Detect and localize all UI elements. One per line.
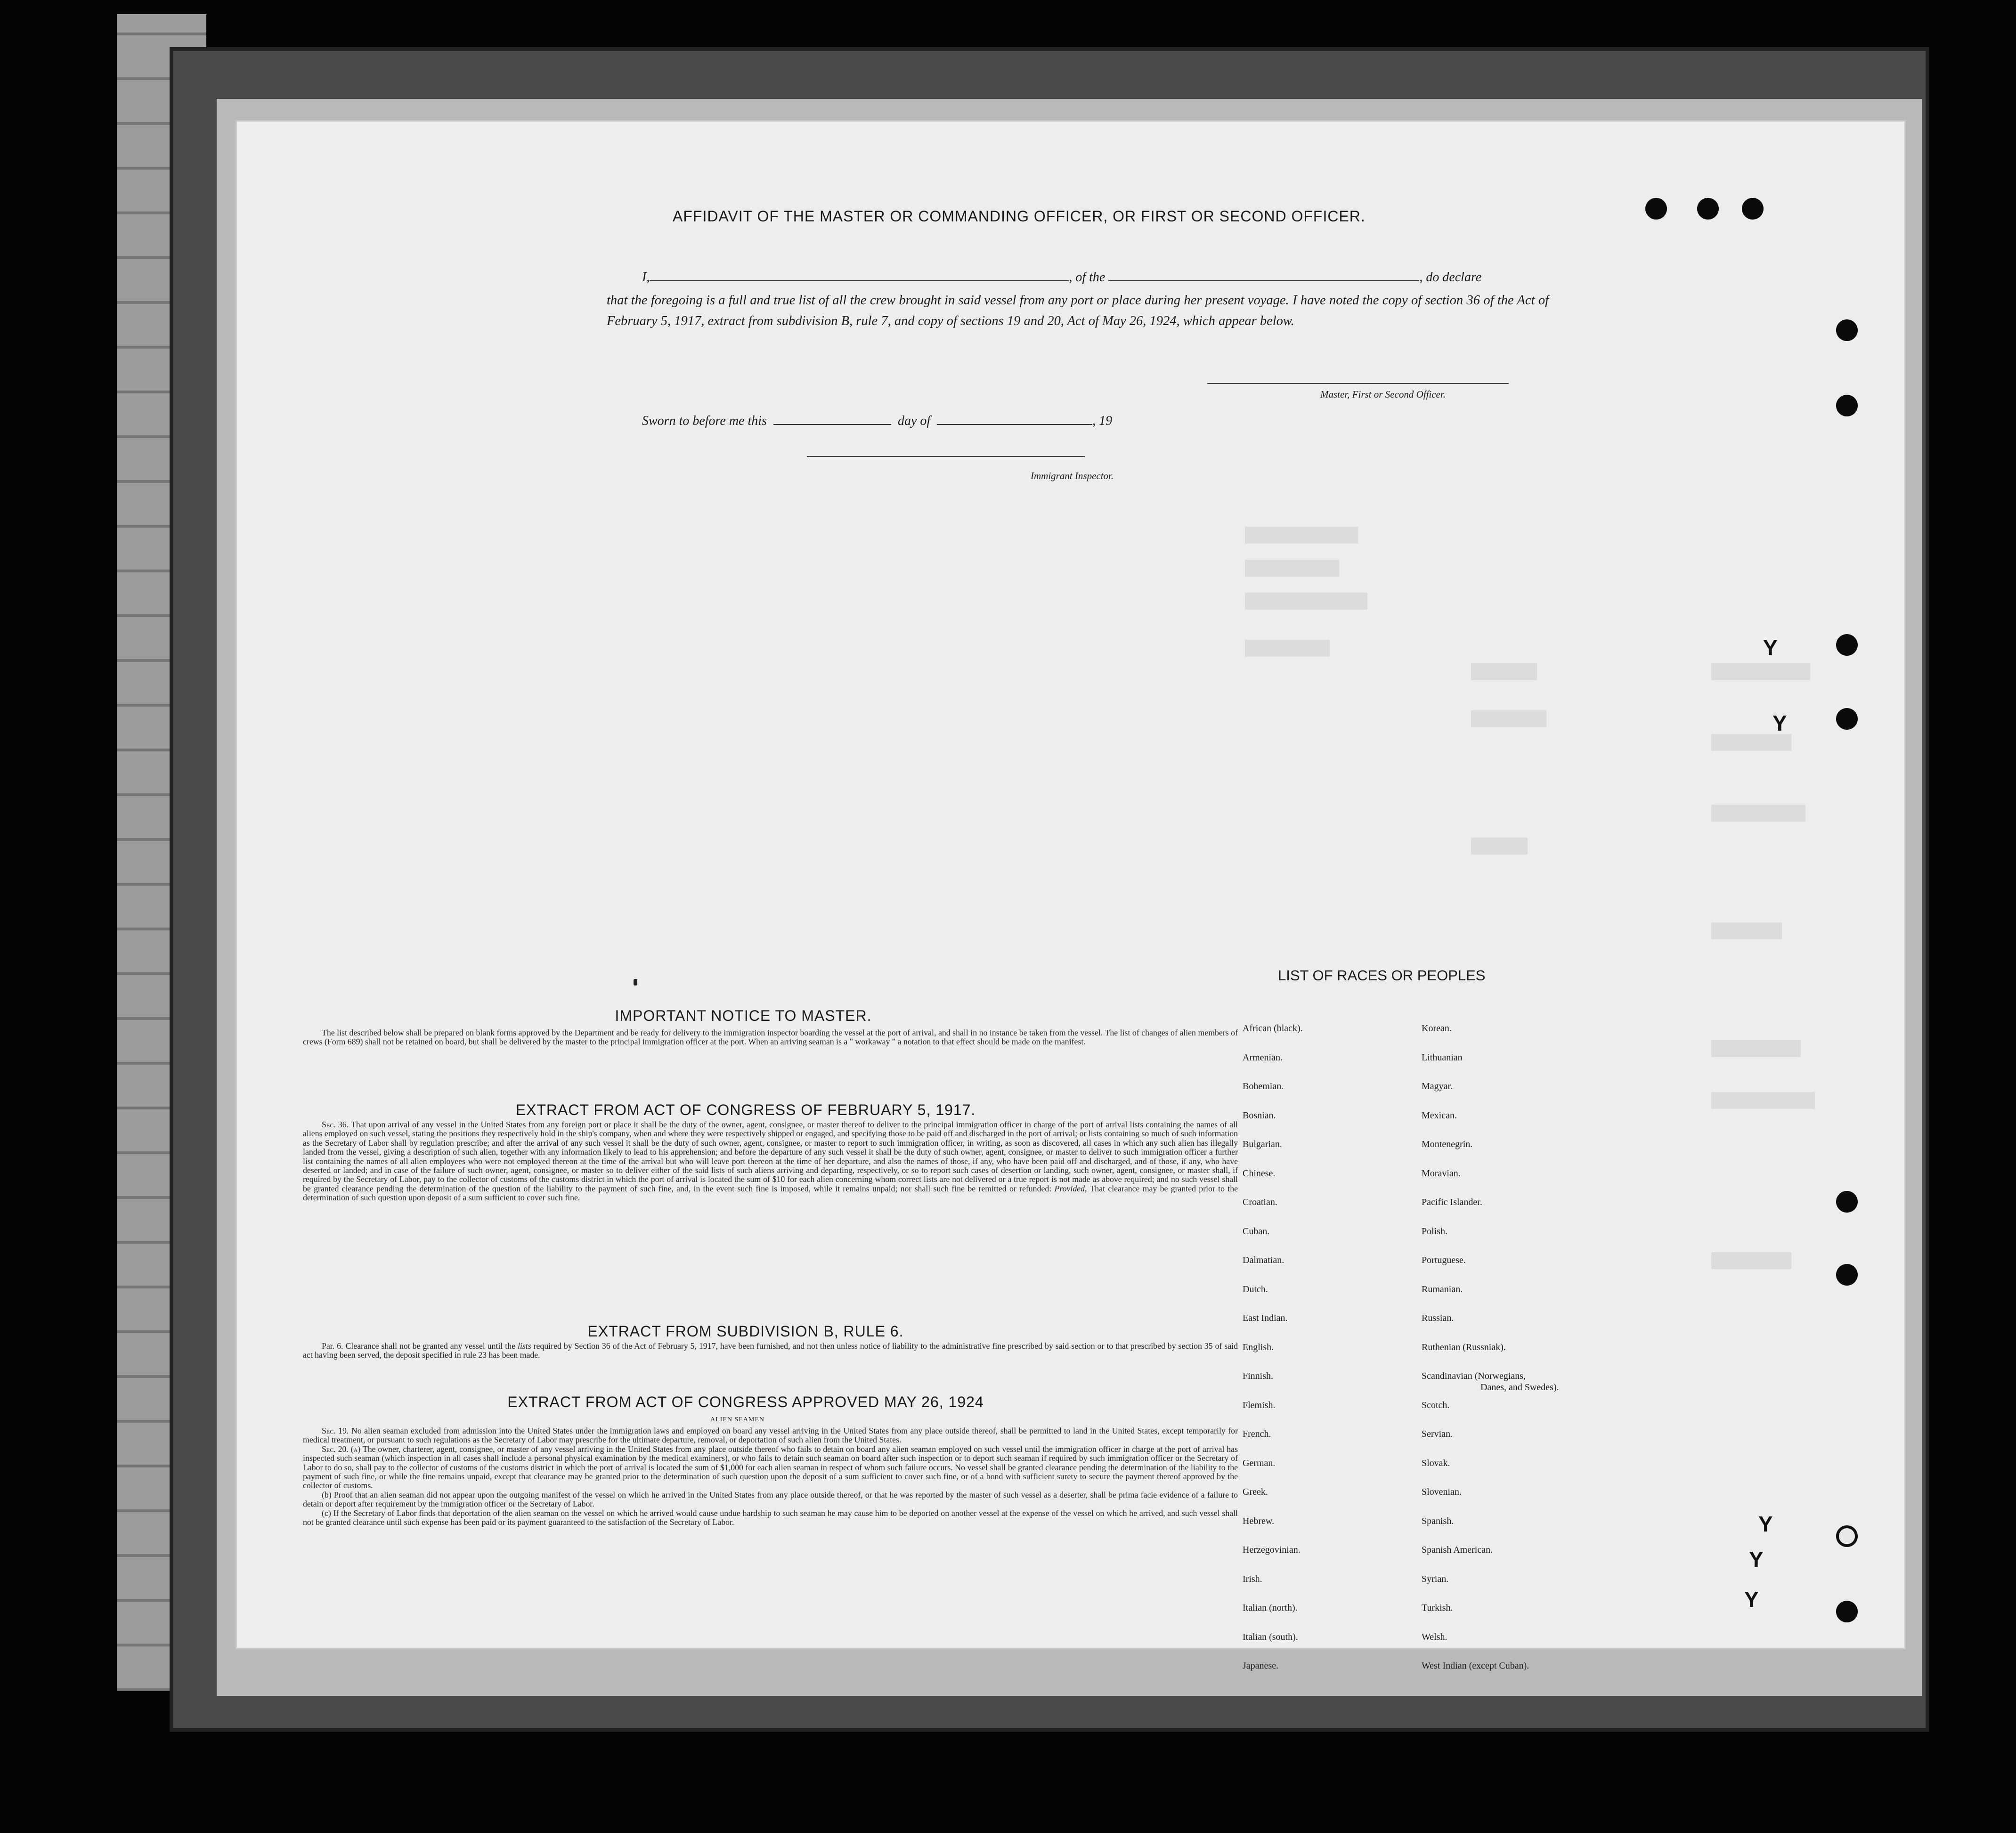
punch-hole (1836, 319, 1858, 341)
extract-1924-title: EXTRACT FROM ACT OF CONGRESS APPROVED MAY 26, 1924 (507, 1393, 984, 1410)
extract-1924-text (303, 1426, 1238, 1527)
race-item: Cuban. (1243, 1226, 1270, 1237)
sworn-month-blank (937, 414, 1092, 425)
race-item: Spanish American. (1422, 1545, 1493, 1555)
race-item: French. (1243, 1429, 1271, 1439)
race-item: Russian. (1422, 1313, 1454, 1323)
inspector-signature-caption: Immigrant Inspector. (1031, 470, 1114, 481)
race-item: Magyar. (1422, 1081, 1453, 1092)
year-prefix: , 19 (1092, 414, 1113, 428)
sworn-day-blank (773, 414, 891, 425)
race-item: Scandinavian (Norwegians, (1422, 1371, 1526, 1381)
race-item: Welsh. (1422, 1631, 1447, 1642)
punch-hole (1836, 1601, 1858, 1622)
race-item: Hebrew. (1243, 1515, 1275, 1526)
bleed-through-mark (1245, 560, 1339, 577)
affidavit-body: that the foregoing is a full and true list of all the crew brought in said vessel from any port or place during her present voyage. I have noted the copy of section 36 of the Act of February 5, 1917, extract from subdivision B, rule 7, and copy of sections 19 and 20, Act of May 26, 1924, which appear below. (607, 293, 1549, 328)
race-item: English. (1243, 1342, 1274, 1352)
margin-mark: Y (1772, 711, 1787, 735)
section-36-label: Sec. 36. (322, 1120, 349, 1129)
punch-hole (1742, 198, 1764, 220)
bleed-through-mark (1471, 838, 1528, 855)
extract-1917-text (303, 1120, 1238, 1203)
vessel-name-blank (1108, 270, 1419, 281)
race-item: Herzegovinian. (1243, 1545, 1301, 1555)
punch-hole (1836, 634, 1858, 656)
provided-label: Provided, (1054, 1183, 1087, 1193)
race-item: West Indian (except Cuban). (1422, 1661, 1529, 1671)
paragraph-6-text-b: required by Section 36 of the Act of February 5, 1917, have been furnished, and not then unless notice of liability to the administrative fine prescribed by said section or to that prescribed by section 35 of said act having been served, the deposit specified in rule 23 has been made. (303, 1341, 1238, 1360)
race-item: Irish. (1243, 1573, 1262, 1584)
paragraph-6-text-a: Clearance shall not be granted any vessel until the (345, 1341, 516, 1351)
bleed-through-mark (1711, 922, 1782, 939)
section-20a-text: The owner, charterer, agent, consignee, or master of any vessel arriving in the United States from any place outside thereof who fails to detain on board any alien seaman employed on such vessel until the immigration officer in charge at the port of arrival has inspected such seaman (which inspection in all cases shall include a personal physical examination by the medical examiners), or who fails to detain such seaman on board after such inspection or to deport such seaman if required by such immigration officer or the Secretary of Labor to do so, shall pay to the collector of customs of the customs district in which the port of arrival is located the sum of $1,000 for each alien seaman in respect of whom such failure occurs. No vessel shall be granted clearance pending the determination of the liability to the payment of such fine, or while the fine remains unpaid, except that clearance may be granted prior to the determination of such question upon the deposit of a sum sufficient to cover such fine, or of a bond with sufficient surety to secure the payment thereof approved by the collector of customs. (303, 1444, 1238, 1491)
race-item: African (black). (1243, 1023, 1303, 1034)
races-title: LIST OF RACES OR PEOPLES (1278, 967, 1486, 984)
section-20b-text: Proof that an alien seaman did not appear upon the outgoing manifest of the vessel on which he arrived in the United States from any place outside thereof, or that he was reported by the master of such vessel as a deserter, shall be prima facie evidence of a failure to detain or deport after requirement by the immigration officer or the Secretary of Labor. (303, 1490, 1238, 1509)
section-19-text: No alien seaman excluded from admission into the United States under the immigration laws and employed on board any vessel arriving in the United States from any place outside thereof, shall be permitted to land in the United States, except temporarily for medical treatment, or pursuant to such regulations as the Secretary of Labor may prescribe for the ultimate departure, removal, or deportation of such alien from the United States. (303, 1426, 1238, 1445)
race-item: Slovak. (1422, 1458, 1450, 1468)
margin-mark: Y (1763, 635, 1778, 660)
race-item: Japanese. (1243, 1661, 1279, 1671)
race-item: Greek. (1243, 1487, 1268, 1497)
paragraph-6-label: Par. 6. (322, 1341, 343, 1351)
declarant-prefix: I, (642, 270, 650, 285)
bleed-through-mark (1471, 663, 1537, 680)
bleed-through-mark (1245, 527, 1358, 544)
race-item: Turkish. (1422, 1603, 1453, 1613)
sworn-line (642, 414, 1112, 429)
affidavit-page (236, 120, 1906, 1671)
race-item: Italian (south). (1243, 1631, 1298, 1642)
section-20c-label: (c) (322, 1508, 331, 1518)
race-item: East Indian. (1243, 1313, 1288, 1323)
bleed-through-mark (1711, 1252, 1791, 1269)
race-item: Italian (north). (1243, 1603, 1298, 1613)
punch-hole (1836, 1264, 1858, 1286)
section-20a-label: Sec. 20. (a) (322, 1444, 361, 1454)
section-20c-text: If the Secretary of Labor finds that deportation of the alien seaman on the vessel on which he arrived would cause undue hardship to such seaman he may cause him to be deported on another vessel at the expense of the vessel on which he arrived, and such vessel shall not be granted clearance until such expense has been paid or its payment guaranteed to the satisfaction of the Secretary of Labor. (303, 1508, 1238, 1527)
day-of-label: day of (897, 414, 931, 428)
lists-label: lists (518, 1341, 531, 1351)
race-item: Montenegrin. (1422, 1139, 1473, 1149)
margin-mark: Y (1744, 1587, 1759, 1612)
race-item: Rumanian. (1422, 1284, 1463, 1295)
master-signature-caption: Master, First or Second Officer. (1320, 389, 1446, 400)
subdivision-b-text (303, 1342, 1238, 1360)
punch-hole (1836, 1525, 1858, 1547)
section-36-text: That upon arrival of any vessel in the United States from any foreign port or place it shall be the duty of the owner, agent, consignee, or master thereof to deliver to the principal immigration officer in charge of the port of arrival lists containing the names of all aliens employed on such vessel, stating the positions they respectively hold in the ship's company, when and where they were respectively shipped or engaged, and specifying those to be paid off and discharged in the port of arrival; or lists containing so much of such information as the Secretary of Labor shall by regulation prescribe; and after the arrival of any such vessel it shall be the duty of such owner, agent, consignee, or master to report to such immigration officer, in writing, as soon as discovered, all cases in which any such alien has illegally landed from the vessel, giving a description of such alien, together with any information likely to lead to his apprehension; and before the departure of any such vessel it shall be the duty of such owner, agent, consignee, or master to deliver to such immigration officer a further list containing the names of all alien employees who were not employed thereon at the time of the arrival but who will leave port thereon at the time of her departure, and also the names of those, if any, who have been paid off and discharged, and of those, if any, who have deserted or landed; and in case of the failure of such owner, agent, consignee, or master so to deliver either of the said lists of such aliens arriving and departing, respectively, or so to report such cases of desertion or landing, such owner, agent, consignee, or master shall, if required by the Secretary of Labor, pay to the collector of customs of the customs district in which the port of arrival is located the sum of $10 for each alien concerning whom correct lists are not delivered or a true report is not made as above required; and no such vessel shall be granted clearance pending the determination of the question of the liability to the payment of such fine, and, in the event such fine is imposed, while it remains unpaid; nor shall such fine be remitted or refunded: (303, 1120, 1238, 1193)
race-item: Flemish. (1243, 1400, 1276, 1410)
inspector-signature-line (807, 456, 1085, 457)
race-item: Ruthenian (Russniak). (1422, 1342, 1506, 1352)
affidavit-declaration-line (642, 270, 1481, 285)
margin-mark: Y (1758, 1512, 1773, 1536)
race-item: Pacific Islander. (1422, 1197, 1482, 1207)
race-item: Scotch. (1422, 1400, 1450, 1410)
section-36-text-end: That clearance may be granted prior to the determination of such question upon deposit of a sum sufficient to cover such fine. (303, 1183, 1238, 1203)
subdivision-b-title: EXTRACT FROM SUBDIVISION B, RULE 6. (587, 1323, 904, 1340)
race-item: Finnish. (1243, 1371, 1274, 1381)
race-item: Croatian. (1243, 1197, 1277, 1207)
notice-paragraph: The list described below shall be prepared on blank forms approved by the Department and be ready for delivery to the immigration inspector boarding the vessel at the port of arrival, and shall in no instance be taken from the vessel. The list of changes of alien members of crews (Form 689) shall not be retained on board, but shall be delivered by the master to the principal immigration officer at the port. When an arriving seaman is a " workaway " a notation to that effect should be made on the manifest. (303, 1028, 1238, 1047)
race-item: Dutch. (1243, 1284, 1268, 1295)
punch-hole (1645, 198, 1667, 220)
race-item: Armenian. (1243, 1052, 1283, 1063)
race-item: Syrian. (1422, 1573, 1449, 1584)
punch-hole (1836, 708, 1858, 730)
punch-hole (1697, 198, 1719, 220)
race-item: Mexican. (1422, 1110, 1457, 1121)
section-20b-label: (b) (322, 1490, 332, 1499)
declarant-name-blank (650, 270, 1069, 281)
race-item: Polish. (1422, 1226, 1448, 1237)
bleed-through-mark (1711, 805, 1805, 822)
race-item: Servian. (1422, 1429, 1453, 1439)
race-item: Dalmatian. (1243, 1255, 1284, 1265)
punch-hole (1836, 395, 1858, 416)
alien-seamen-subhead: ALIEN SEAMEN (710, 1416, 765, 1423)
bleed-through-mark (1245, 593, 1367, 610)
notice-title: IMPORTANT NOTICE TO MASTER. (615, 1007, 872, 1024)
race-item: Bohemian. (1243, 1081, 1284, 1092)
bleed-through-mark (1245, 640, 1330, 657)
ink-speck (634, 979, 637, 986)
race-item: Spanish. (1422, 1515, 1454, 1526)
bleed-through-mark (1711, 1040, 1801, 1057)
of-the-label: , of the (1069, 270, 1106, 285)
notice-text (303, 1028, 1238, 1047)
section-19-label: Sec. 19. (322, 1426, 349, 1435)
race-item: Bulgarian. (1243, 1139, 1282, 1149)
affidavit-title: AFFIDAVIT OF THE MASTER OR COMMANDING OFFICER, OR FIRST OR SECOND OFFICER. (673, 208, 1366, 225)
bleed-through-mark (1711, 734, 1791, 751)
bleed-through-mark (1471, 710, 1546, 727)
master-signature-line (1207, 383, 1509, 384)
race-item: Korean. (1422, 1023, 1452, 1034)
race-item: Lithuanian (1422, 1052, 1463, 1063)
race-item: Moravian. (1422, 1168, 1461, 1179)
race-item: Danes, and Swedes). (1480, 1382, 1559, 1393)
punch-hole (1836, 1191, 1858, 1213)
race-item: Chinese. (1243, 1168, 1276, 1179)
margin-mark: Y (1749, 1547, 1764, 1572)
race-item: Slovenian. (1422, 1487, 1462, 1497)
bleed-through-mark (1711, 1092, 1815, 1109)
race-item: Bosnian. (1243, 1110, 1276, 1121)
bleed-through-mark (1711, 663, 1810, 680)
race-item: German. (1243, 1458, 1276, 1468)
extract-1917-title: EXTRACT FROM ACT OF CONGRESS OF FEBRUARY 5, 1917. (515, 1101, 976, 1118)
race-item: Portuguese. (1422, 1255, 1466, 1265)
sworn-prefix: Sworn to before me this (642, 414, 767, 428)
declare-label: , do declare (1419, 270, 1482, 285)
